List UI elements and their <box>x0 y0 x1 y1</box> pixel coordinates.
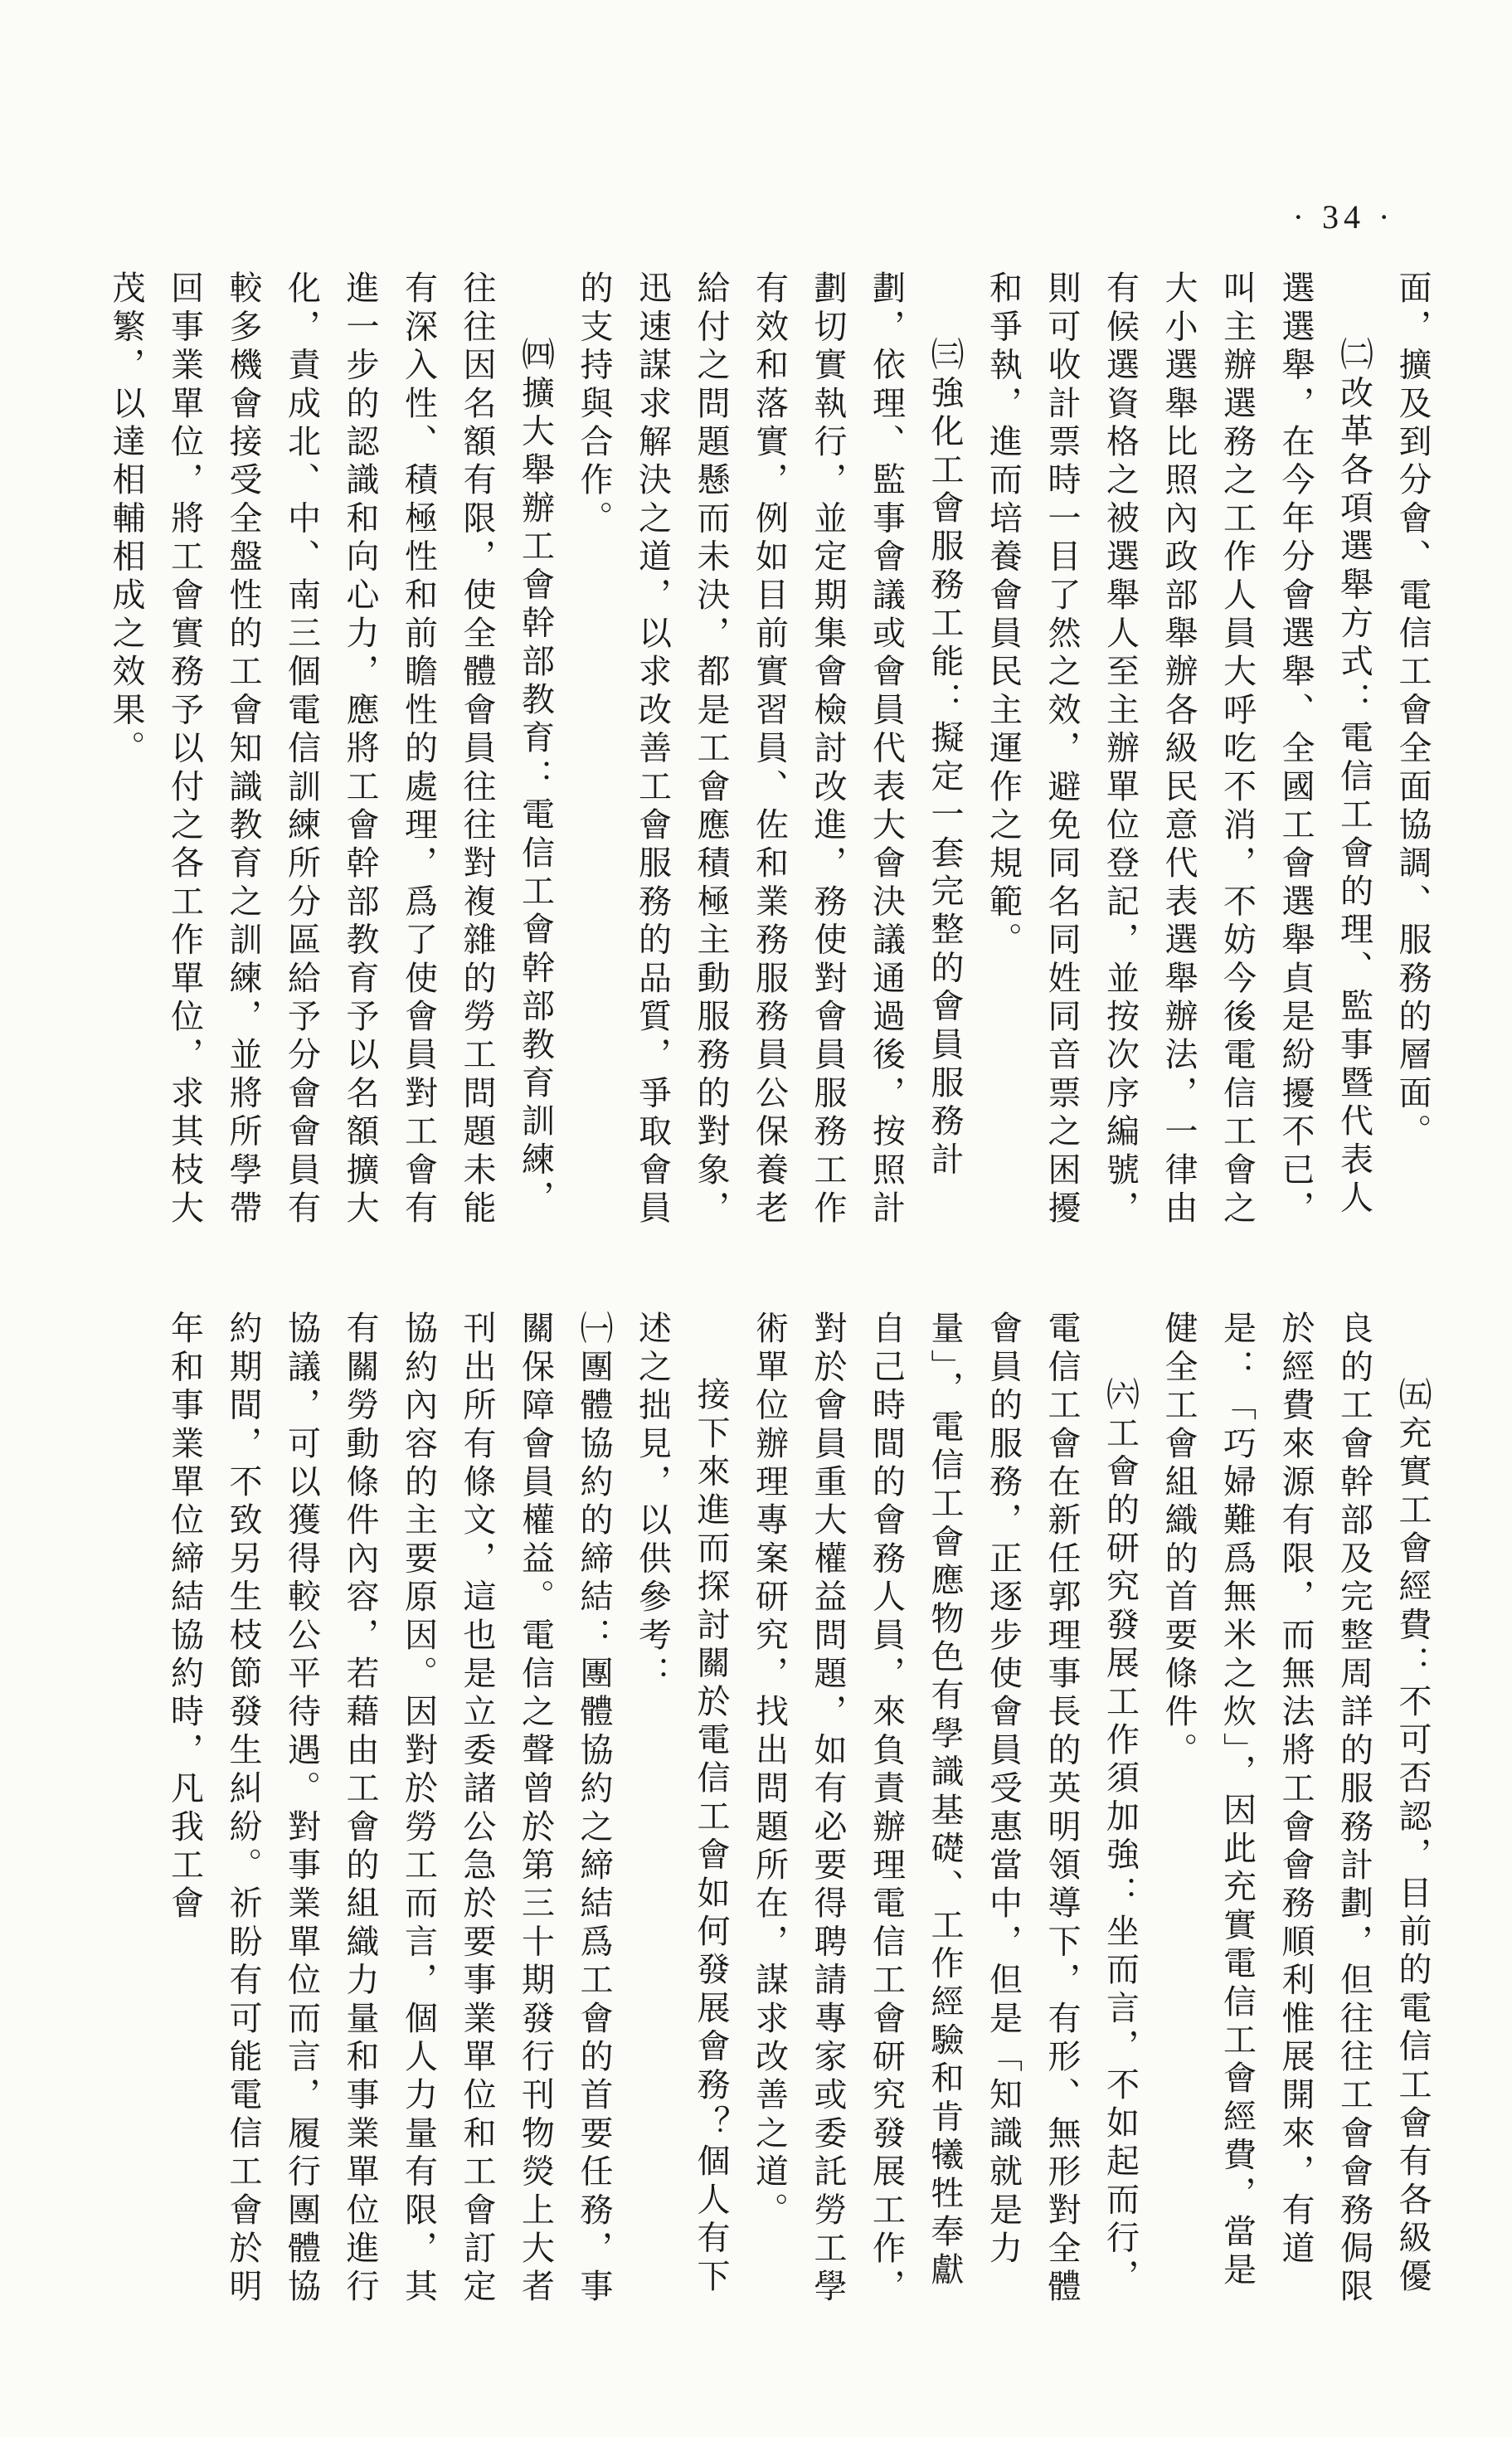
lower-text-block <box>165 1311 1442 2323</box>
lower-paragraph: ㈤充實工會經費：不可否認，目前的電信工會有各級優良的工會幹部及完整周詳的服務計劃，但往往工會會務侷限於經費來源有限，而無法將工會會務順利惟展開來，有道是：「巧婦難爲無米之炊」，因此充實電信工會經費，當是健全工會組織的首要條件。 <box>1160 1311 1432 2308</box>
upper-paragraph: ㈣擴大舉辦工會幹部教育：電信工會幹部教育訓練，往往因名額有限，使全體會員往往對複雜的勞工問題未能有深入性、積極性和前瞻性的處理，爲了使會員對工會有進一步的認識和向心力，應將工會幹部教育予以名額擴大化，責成北、中、南三個電信訓練所分區給予分會會員有較多機會接受全盤性的工會知識教育之訓練，並將所學帶回事業單位，將工會實務予以付之各工作單位，求其枝大茂繁，以達相輔相成之效果。 <box>107 270 555 1228</box>
page-number: · 34 · <box>1292 198 1395 236</box>
upper-paragraph: 面，擴及到分會、電信工會全面協調、服務的層面。 <box>1393 270 1432 1152</box>
upper-text-block <box>32 270 1442 1249</box>
upper-paragraph: ㈢強化工會服務工能：擬定一套完整的會員服務計劃，依理、監事會議或會員代表大會決議通過後，按照計劃切實執行，並定期集會檢討改進，務使對會員服務工作有效和落實，例如目前實習員、佐和業務服務員公保養老給付之問題懸而未決，都是工會應積極主動服務的對象，迅速謀求解決之道，以求改善工會服務的品質，爭取會員的支持與合作。 <box>575 270 964 1228</box>
lower-paragraph: ㈥工會的研究發展工作須加強：坐而言，不如起而行，電信工會在新任郭理事長的英明領導下，有形、無形對全體會員的服務，正逐步使會員受惠當中，但是「知識就是力量」，電信工會應物色有學識基礎、工作經驗和肯犧牲奉獻自己時間的會務人員，來負責辦理電信工會研究發展工作，對於會員重大權益問題，如有必要得聘請專家或委託勞工學術單位辦理專案研究，找出問題所在，謀求改善之道。 <box>750 1311 1140 2308</box>
lower-paragraph: ㈠團體協約的締結：團體協約之締結爲工會的首要任務，事關保障會員權益。電信之聲曾於第三十期發行刊物熒上大者刊出所有條文，這也是立委諸公急於要事業單位和工會訂定協約內容的主要原因。因對於勞工而言，個人力量有限，其有關勞動條件內容，若藉由工會的組織力量和事業單位進行協議，可以獲得較公平待遇。對事業單位而言，履行團體協約期間，不致另生枝節發生糾紛。祈盼有可能電信工會於明年和事業單位締結協約時，凡我工會 <box>165 1311 613 2308</box>
upper-paragraph: ㈡改革各項選舉方式：電信工會的理、監事暨代表人選選舉，在今年分會選舉、全國工會選舉貞是紛擾不已，叫主辦選務之工作人員大呼吃不消，不妨今後電信工會之大小選舉比照內政部舉辦各級民意代表選舉辦法，一律由有候選資格之被選舉人至主辦單位登記，並按次序編號，則可收計票時一目了然之效，避免同名同姓同音票之困擾和爭執，進而培養會員民主運作之規範。 <box>984 270 1373 1228</box>
lower-paragraph: 接下來進而探討關於電信工會如何發展會務？個人有下述之拙見，以供參考： <box>633 1311 730 2297</box>
